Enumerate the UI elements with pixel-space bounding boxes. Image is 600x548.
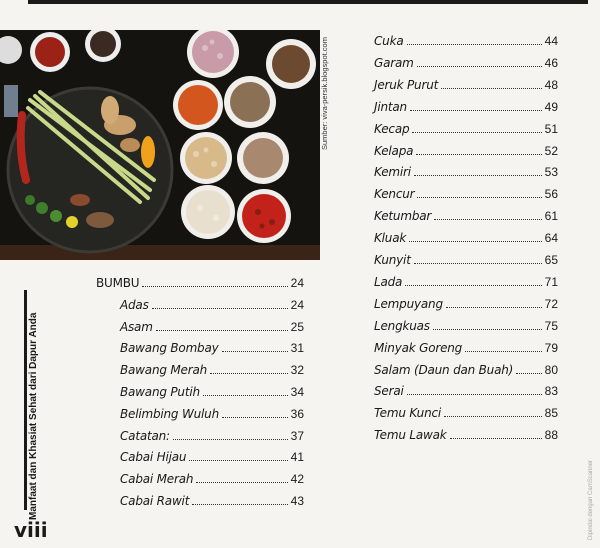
toc-entry [374,32,558,48]
toc-entry [120,492,304,508]
toc-entry-page: 43 [290,494,304,508]
toc-entry-page: 49 [544,99,558,114]
toc-leader-dots [142,286,287,287]
toc-entry-page: 25 [290,319,304,334]
toc-entry-label: Temu Lawak [374,428,447,443]
toc-entry-page: 42 [290,472,304,487]
toc-entry-page: 71 [544,274,558,289]
toc-entry [120,470,304,486]
toc-entry-page: 41 [290,450,304,465]
toc-entry-page: 61 [544,209,558,224]
toc-leader-dots [192,504,287,505]
toc-entry [120,427,304,443]
toc-entry-page: 79 [544,340,558,355]
toc-entry [374,229,558,245]
toc-leader-dots [222,417,288,418]
toc-leader-dots [446,307,542,308]
toc-entry-label: BUMBU [96,276,140,290]
toc-entry-label: Adas [120,297,149,312]
toc-entry [374,76,558,92]
toc-entry-page: 53 [544,165,558,180]
toc-leader-dots [196,482,287,483]
toc-entry [374,317,558,333]
toc-entry-page: 46 [544,55,558,70]
toc-entry [374,295,558,311]
toc-entry [374,120,558,136]
toc-entry-page: 85 [544,406,558,421]
toc-entry-label: Bawang Merah [120,363,208,378]
page-number: viii [14,518,48,542]
toc-entry-label: Jintan [374,99,407,114]
toc-leader-dots [417,66,542,67]
toc-entry-label: Kencur [374,187,415,202]
toc-leader-dots [444,416,542,417]
toc-entry [120,448,304,464]
toc-leader-dots [441,88,542,89]
toc-entry-page: 24 [290,297,304,312]
toc-entry-label: Minyak Goreng [374,340,463,355]
toc-leader-dots [434,219,542,220]
toc-entry-page: 80 [544,362,558,377]
spices-photo [0,30,320,260]
toc-entry-label: Garam [374,55,414,70]
toc-entry [96,274,304,290]
toc-leader-dots [156,330,288,331]
book-title-vertical: Manfaat dan Khasiat Sehat dari Dapur Anda [28,312,39,520]
toc-entry-label: Kunyit [374,253,411,267]
toc-entry-page: 51 [544,121,558,136]
toc-entry-label: Lengkuas [374,318,430,333]
toc-entry-label: Ketumbar [374,209,432,224]
toc-leader-dots [417,197,541,198]
photo-credit: Sumber: viva-persik.blogspot.com [320,37,329,150]
toc-leader-dots [407,44,542,45]
toc-entry [374,426,558,442]
toc-leader-dots [465,351,542,352]
toc-entry-label: Bawang Putih [120,385,200,399]
toc-entry-page: 64 [544,231,558,246]
toc-entry-page: 31 [290,341,304,356]
toc-leader-dots [516,373,542,374]
spices-illustration [0,30,320,260]
toc-leader-dots [414,263,542,264]
toc-entry [374,142,558,158]
toc-entry-page: 24 [290,276,304,290]
toc-entry-page: 32 [290,363,304,378]
toc-leader-dots [210,373,288,374]
toc-leader-dots [409,241,542,242]
toc-entry [374,361,558,377]
toc-entry-label: Asam [120,319,153,334]
toc-entry [120,339,304,355]
toc-entry [120,383,304,399]
toc-entry [374,273,558,289]
toc-entry [374,339,558,355]
toc-leader-dots [407,394,542,395]
toc-entry-page: 37 [290,428,304,443]
toc-entry-label: Belimbing Wuluh [120,406,219,421]
toc-entry-page: 72 [544,296,558,311]
toc-entry [374,404,558,420]
toc-entry-page: 83 [544,384,558,399]
toc-entry-page: 44 [544,34,558,48]
toc-entry [120,318,304,334]
toc-leader-dots [189,460,287,461]
side-bar [24,290,27,510]
toc-entry-label: Lada [374,274,403,289]
toc-entry-label: Bawang Bombay [120,341,219,356]
toc-entry-label: Temu Kunci [374,406,442,421]
toc-leader-dots [416,154,541,155]
toc-entry-page: 56 [544,187,558,202]
toc-entry-page: 48 [544,77,558,92]
toc-entry-label: Kemiri [374,165,411,180]
toc-entry [374,207,558,223]
toc-entry [120,405,304,421]
toc-entry-label: Cuka [374,34,404,48]
scanner-watermark: Dipindai dengan CamScanner [588,459,594,540]
toc-entry [374,98,558,114]
toc-leader-dots [410,110,542,111]
toc-entry-page: 34 [290,385,304,399]
toc-leader-dots [412,132,541,133]
toc-entry [120,296,304,312]
toc-entry [374,185,558,201]
toc-leader-dots [405,285,541,286]
toc-entry [374,54,558,70]
top-rule [28,0,588,4]
toc-leader-dots [222,351,288,352]
toc-entry-label: Jeruk Purut [374,77,439,92]
toc-leader-dots [433,329,542,330]
toc-entry-label: Lempuyang [374,296,443,311]
toc-leader-dots [173,439,288,440]
toc-entry [374,382,558,398]
toc-entry-page: 75 [544,318,558,333]
toc-entry [374,163,558,179]
toc-entry-label: Kelapa [374,143,414,158]
toc-leader-dots [450,438,542,439]
toc-entry-label: Serai [374,384,404,399]
toc-entry [374,251,558,267]
toc-entry-label: Cabai Hijau [120,450,187,465]
toc-leader-dots [203,395,288,396]
toc-entry-page: 65 [544,253,558,267]
toc-leader-dots [152,308,288,309]
toc-entry-label: Cabai Merah [120,472,194,487]
toc-entry-page: 36 [290,406,304,421]
toc-entry-label: Cabai Rawit [120,494,190,508]
toc-entry-page: 88 [544,428,558,443]
toc-entry-page: 52 [544,143,558,158]
toc-entry-label: Salam (Daun dan Buah) [374,362,514,377]
toc-entry-label: Catatan: [120,428,170,443]
toc-entry [120,361,304,377]
toc-leader-dots [414,175,542,176]
toc-entry-label: Kecap [374,121,410,136]
toc-entry-label: Kluak [374,231,407,246]
